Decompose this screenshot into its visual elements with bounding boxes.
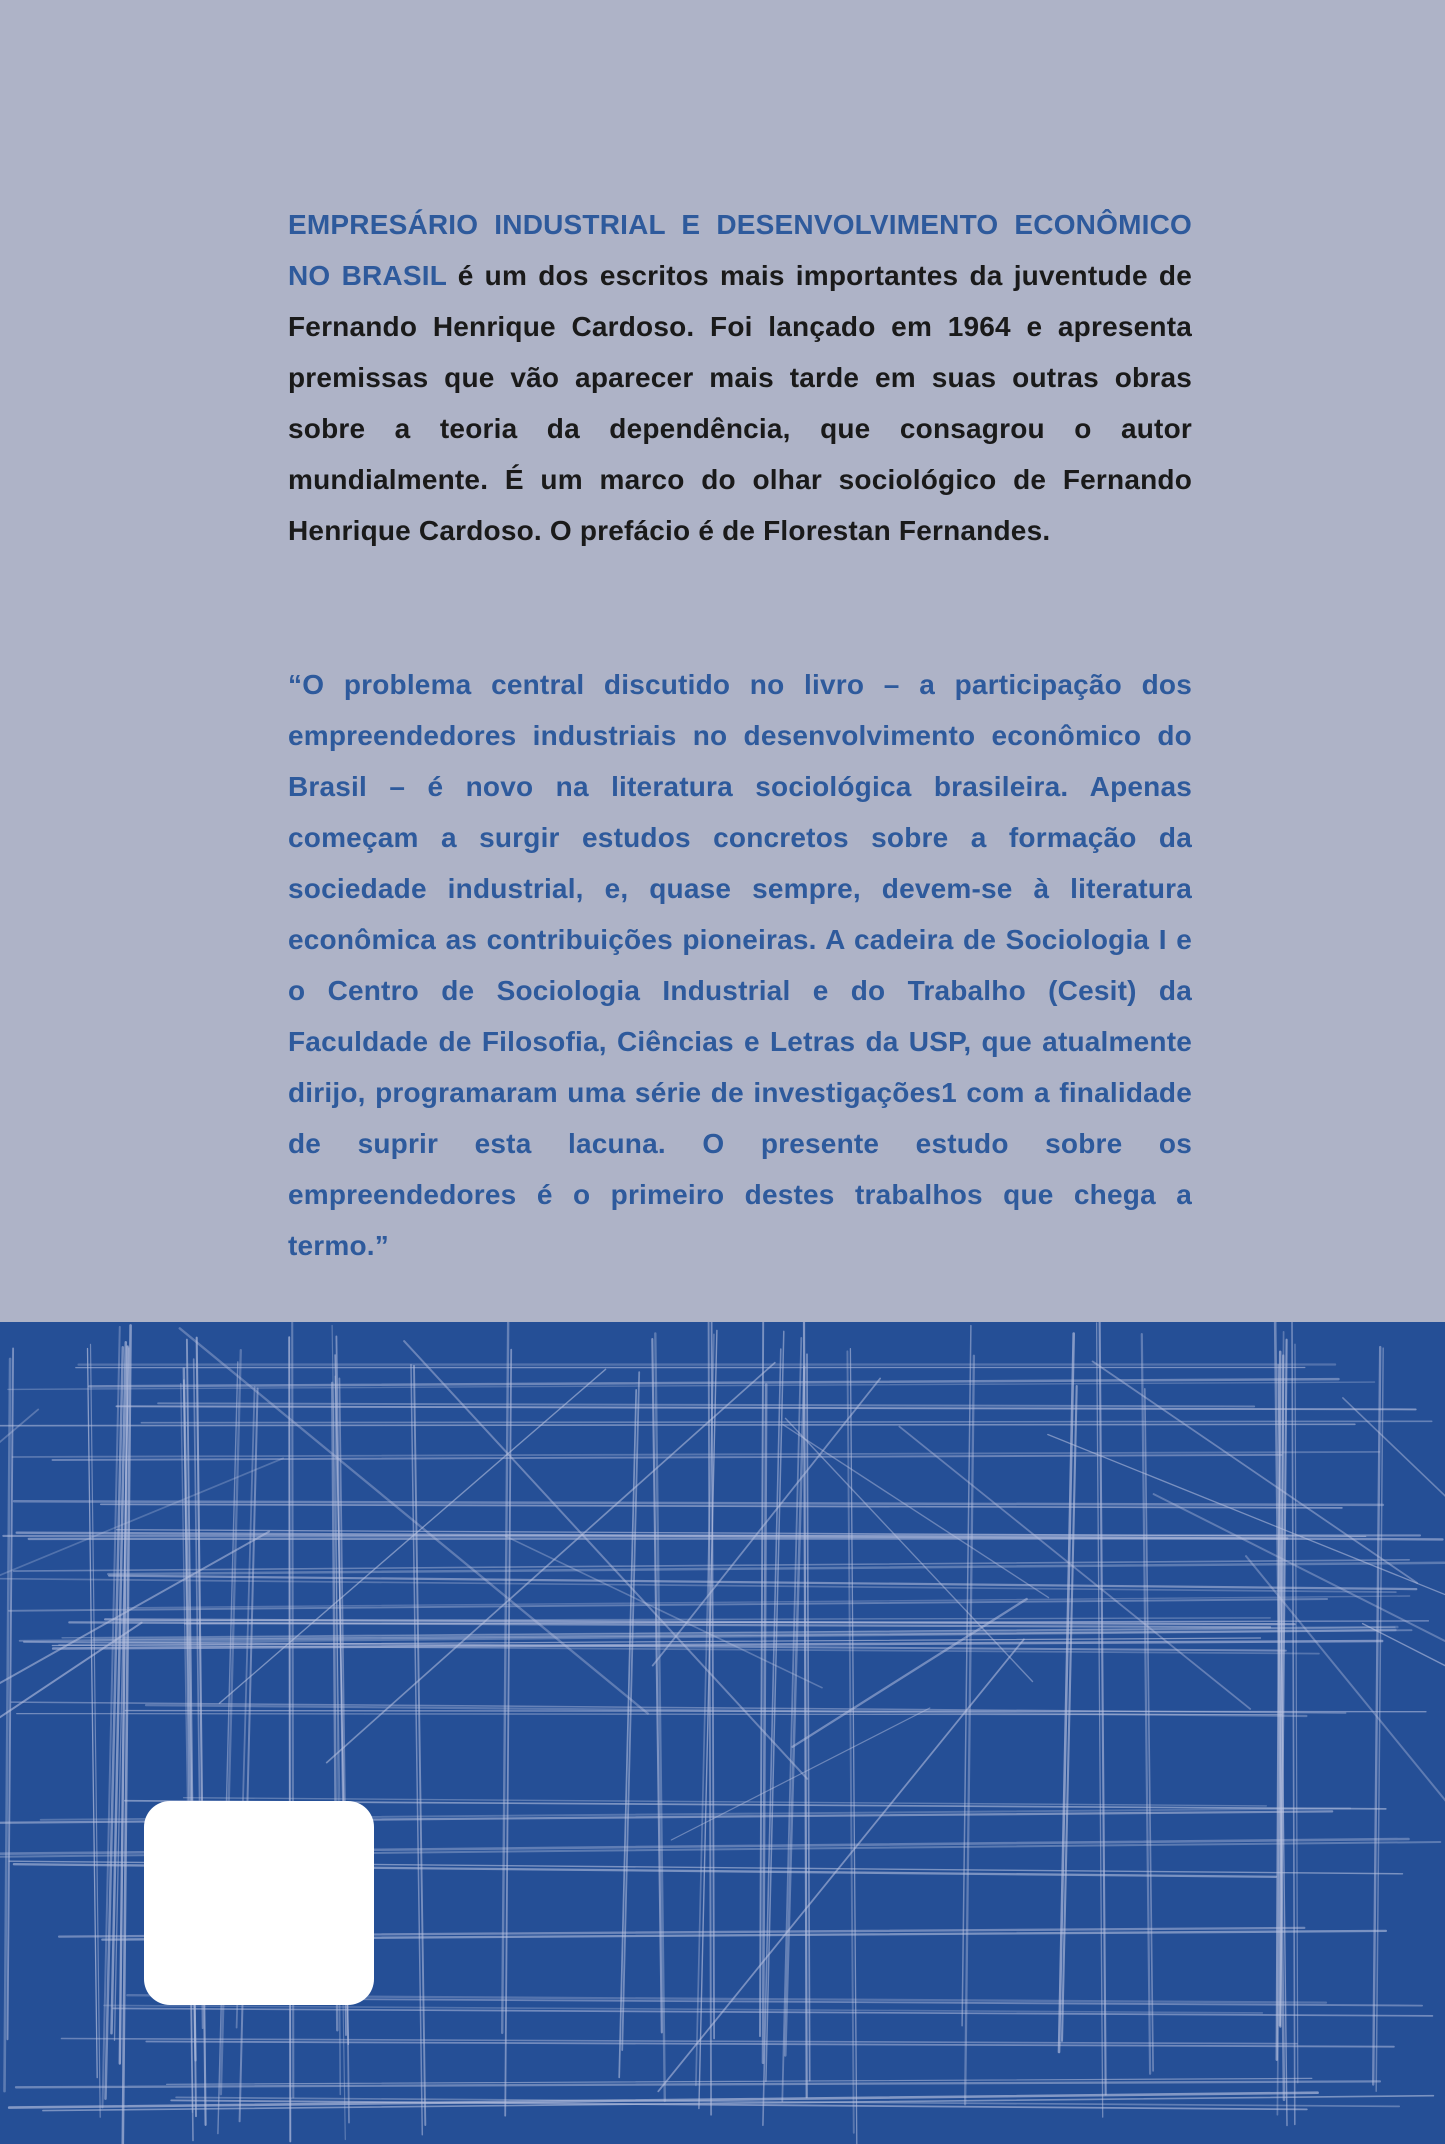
- pattern-stroke: [793, 1599, 1027, 1747]
- pattern-stroke: [1154, 1494, 1445, 1721]
- pattern-stroke: [786, 1418, 1033, 1681]
- crosshatch-pattern: [0, 1322, 1445, 2144]
- barcode-area: [144, 1801, 374, 2005]
- pattern-stroke: [782, 1338, 801, 2101]
- book-description-text: é um dos escritos mais importantes da juventude de Fernando Henrique Cardoso. Foi lançado em 1964 e apresenta premissas que vão aparecer mais tarde em suas outras obras sobre a teoria da dependência, que consagrou o autor mundialmente. É um marco do olhar sociológico de Fernando Henrique Cardoso. O prefácio é de Florestan Fernandes.: [288, 260, 1192, 546]
- pattern-stroke: [1343, 1398, 1445, 1806]
- pattern-stroke: [766, 1331, 784, 2081]
- pattern-stroke: [1100, 1322, 1106, 2095]
- book-description: [288, 199, 1192, 556]
- pattern-stroke: [1295, 1344, 1298, 2083]
- pattern-stroke: [9, 1599, 1327, 1611]
- pattern-stroke: [29, 1538, 1288, 1539]
- pattern-stroke: [414, 1366, 425, 2125]
- book-title: EMPRESÁRIO INDUSTRIAL E DESENVOLVIMENTO ECONÔMICO NO BRASIL: [288, 209, 1192, 291]
- pattern-stroke: [127, 1596, 1409, 1608]
- pattern-stroke: [125, 1711, 1426, 1712]
- pattern-stroke: [20, 1630, 1412, 1641]
- pattern-stroke: [289, 1337, 290, 2141]
- pattern-stroke: [3, 1535, 1420, 1536]
- pattern-stroke: [240, 1389, 258, 2122]
- pattern-stroke: [0, 1409, 38, 1650]
- pattern-stroke: [0, 1424, 1355, 1425]
- pattern-stroke: [0, 1458, 283, 1642]
- preface-quote: “O problema central discutido no livro – a participação dos empreendedores industriais no desenvolvimento econômico do Brasil – é novo na literatura sociológica brasileira. Apenas começam a surgir estudos concretos sobre a formação da sociedade industrial, e, quase sempre, devem-se à literatura econômica as contribuições pioneiras. A cadeira de Sociologia I e o Centro de Sociologia Industrial e do Trabalho (Cesit) da Faculdade de Filosofia, Ciências e Letras da USP, que atualmente dirijo, programaram uma série de investigações1 com a finalidade de suprir esta lacuna. O presente estudo sobre os empreendedores é o primeiro destes trabalhos que chega a termo.”: [288, 669, 1192, 1261]
- pattern-stroke: [807, 1354, 810, 2081]
- pattern-stroke: [1246, 1556, 1445, 1852]
- crosshatch-pattern-panel: [0, 1322, 1445, 2144]
